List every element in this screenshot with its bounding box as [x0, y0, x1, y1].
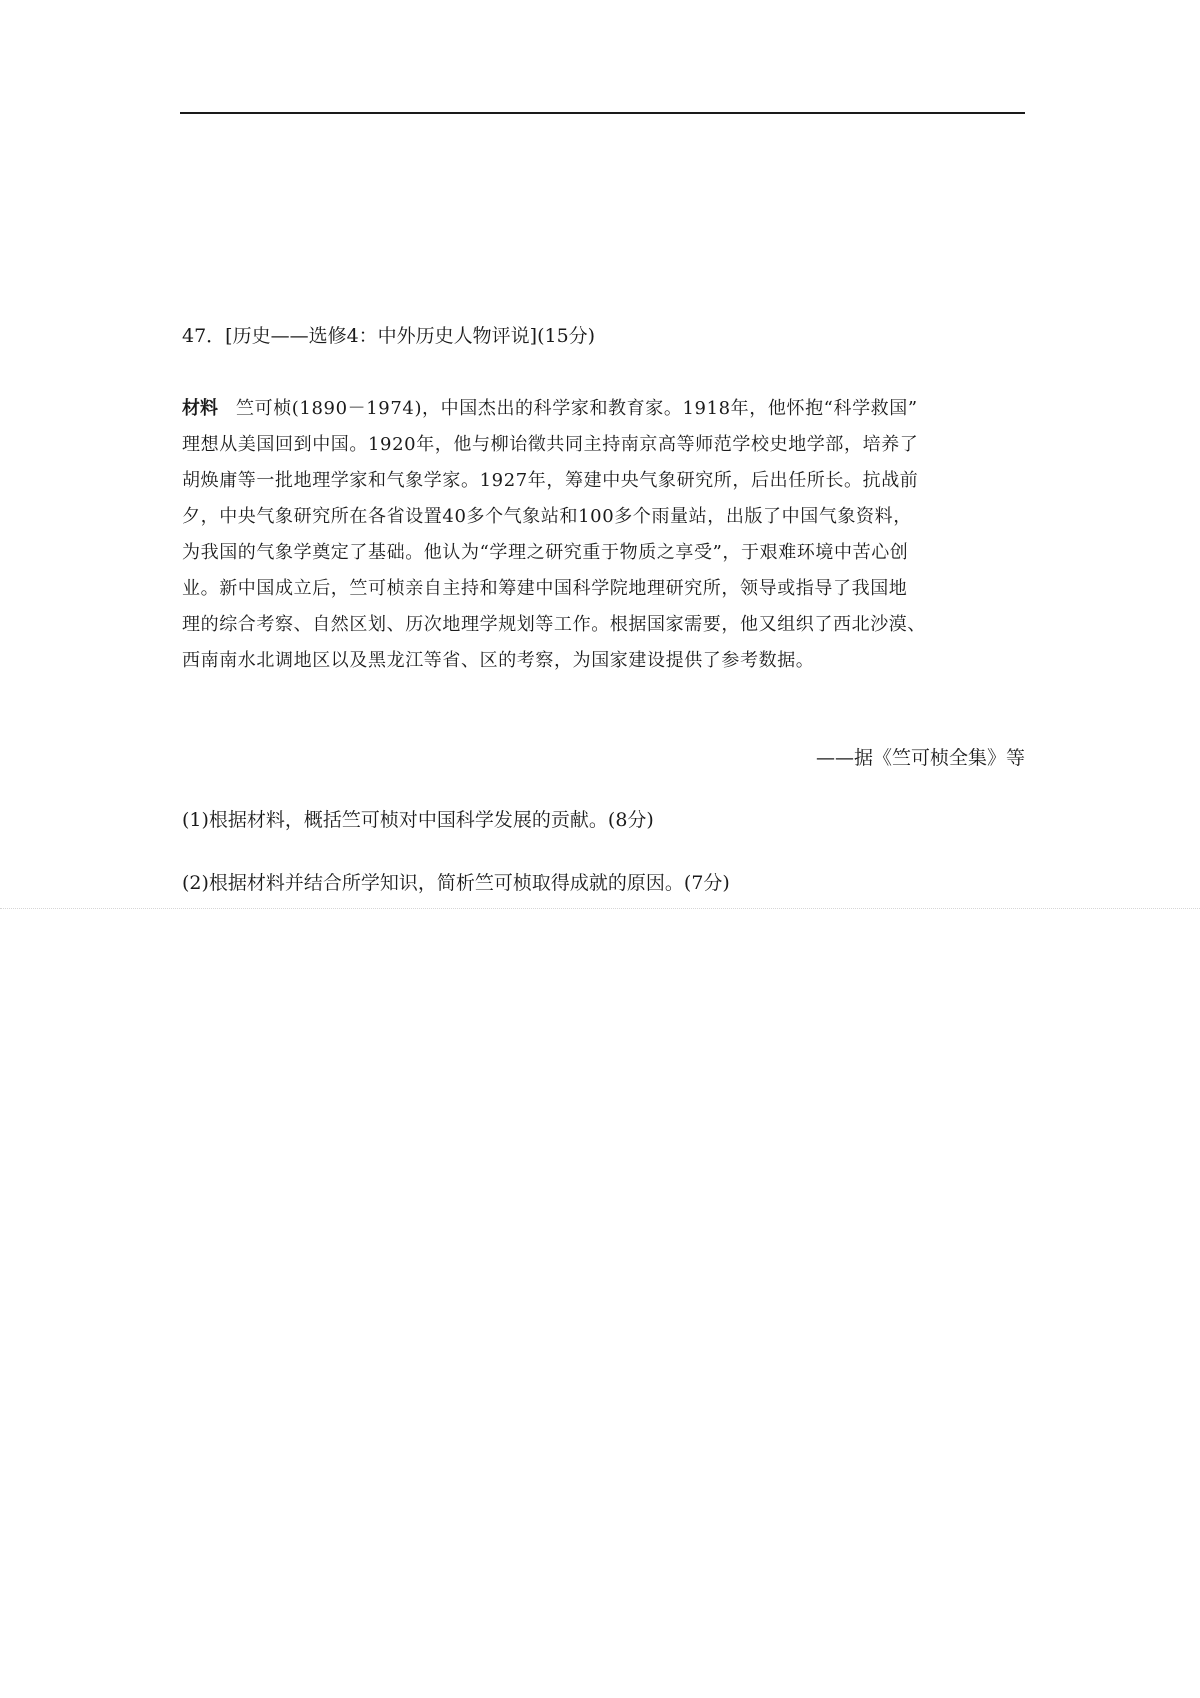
question-title: 47．[历史——选修4：中外历史人物评说](15分): [182, 325, 596, 347]
material-line: 为我国的气象学奠定了基础。他认为“学理之研究重于物质之享受”，于艰难环境中苦心创: [182, 542, 909, 563]
material-line-text: 竺可桢(1890－1974)，中国杰出的科学家和教育家。1918年，他怀抱“科学救国”: [236, 398, 918, 419]
material-line: 理想从美国回到中国。1920年，他与柳诒徵共同主持南京高等师范学校史地学部，培养了: [182, 434, 919, 455]
header-rule: [180, 112, 1025, 114]
material-line: [182, 391, 1027, 427]
material-source: ——据《竺可桢全集》等: [815, 747, 1025, 769]
material-line: 业。新中国成立后，竺可桢亲自主持和筹建中国科学院地理研究所，领导或指导了我国地: [182, 578, 908, 599]
material-passage: [182, 391, 1027, 679]
material-line: 理的综合考察、自然区划、历次地理学规划等工作。根据国家需要，他又组织了西北沙漠、: [182, 614, 926, 635]
sub-question-2: (2)根据材料并结合所学知识，简析竺可桢取得成就的原因。(7分): [182, 872, 730, 894]
material-lead: 材料: [182, 398, 218, 419]
material-line: 夕，中央气象研究所在各省设置40多个气象站和100多个雨量站，出版了中国气象资料，: [182, 506, 912, 527]
material-line: 西南南水北调地区以及黑龙江等省、区的考察，为国家建设提供了参考数据。: [182, 650, 815, 671]
sub-question-1: (1)根据材料，概括竺可桢对中国科学发展的贡献。(8分): [182, 809, 654, 831]
material-line: 胡焕庸等一批地理学家和气象学家。1927年，筹建中央气象研究所，后出任所长。抗战前: [182, 470, 919, 491]
page-break-line: [0, 908, 1200, 909]
